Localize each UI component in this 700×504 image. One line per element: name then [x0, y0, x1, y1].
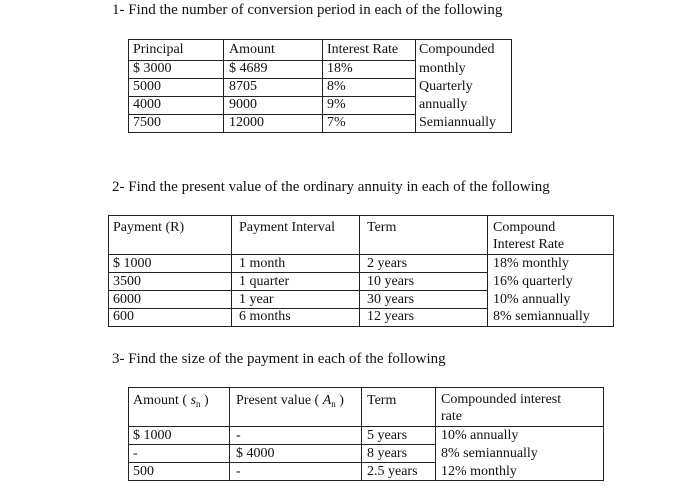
table-2-cell: 30 years	[367, 292, 415, 307]
table-2-header-payment: Payment (R)	[113, 220, 185, 235]
table-2-cell: 1 quarter	[239, 274, 290, 289]
table-3-cell: 8% semiannually	[441, 446, 538, 461]
table-1-cell: 9%	[327, 97, 346, 112]
table-2	[108, 215, 614, 327]
table-2-cell: 6000	[113, 292, 141, 307]
question-1-title: 1- Find the number of conversion period in each of the following	[112, 2, 503, 18]
table-2-header-interest-rate: Interest Rate	[493, 237, 565, 252]
table-2-cell: 10 years	[367, 274, 415, 289]
table-2-cell: 1 year	[239, 292, 274, 307]
table-1-cell: monthly	[419, 61, 466, 76]
table-1-cell: 18%	[327, 61, 353, 76]
table-3	[128, 387, 604, 481]
table-2-cell: 600	[113, 309, 134, 324]
table-3-cell: 8 years	[367, 446, 408, 461]
table-2-cell: 8% semiannually	[493, 309, 590, 324]
table-2-cell: 1 month	[239, 256, 286, 271]
table-1-header-amount: Amount	[229, 42, 275, 57]
table-1-cell: 9000	[229, 97, 257, 112]
table-1	[128, 39, 512, 133]
table-1-cell: $ 4689	[229, 61, 268, 76]
table-3-cell: 10% annually	[441, 428, 519, 443]
table-1-cell: annually	[419, 97, 468, 112]
table-2-cell: 10% annually	[493, 292, 571, 307]
table-3-cell: -	[236, 464, 241, 479]
table-1-cell: Quarterly	[419, 79, 473, 94]
table-1-cell: 5000	[133, 79, 161, 94]
table-2-cell: $ 1000	[113, 256, 152, 271]
table-3-cell: -	[133, 446, 138, 461]
table-1-cell: $ 3000	[133, 61, 172, 76]
table-1-cell: 7%	[327, 115, 346, 130]
table-3-cell: $ 4000	[236, 446, 275, 461]
table-3-cell: 500	[133, 464, 154, 479]
table-3-header-term: Term	[367, 393, 397, 408]
table-1-cell: 7500	[133, 115, 161, 130]
table-2-cell: 18% monthly	[493, 256, 569, 271]
table-1-cell: Semiannually	[419, 115, 496, 130]
table-3-header-rate: Compounded interest	[441, 392, 562, 407]
table-2-cell: 6 months	[239, 309, 291, 324]
table-2-cell: 3500	[113, 274, 141, 289]
table-1-header-compounded: Compounded	[419, 42, 495, 57]
table-3-header-rate-line2: rate	[441, 409, 462, 424]
table-1-header-principal: Principal	[133, 42, 184, 57]
table-2-cell: 2 years	[367, 256, 408, 271]
table-3-cell: 5 years	[367, 428, 408, 443]
question-3-title: 3- Find the size of the payment in each of the following	[112, 351, 446, 367]
table-3-cell: $ 1000	[133, 428, 172, 443]
table-1-cell: 8705	[229, 79, 257, 94]
table-1-header-interest-rate: Interest Rate	[327, 42, 399, 57]
table-3-cell: -	[236, 428, 241, 443]
table-2-header-payment-interval: Payment Interval	[239, 220, 336, 235]
table-2-cell: 16% quarterly	[493, 274, 573, 289]
table-2-header-compound: Compound	[493, 220, 556, 235]
table-3-header-present-value: Present value ( $A_n$ )	[236, 393, 344, 409]
table-2-header-term: Term	[367, 220, 397, 235]
table-1-cell: 12000	[229, 115, 264, 130]
table-1-cell: 4000	[133, 97, 161, 112]
table-2-cell: 12 years	[367, 309, 415, 324]
table-3-header-amount: Amount ( $s_n$ )	[133, 393, 209, 409]
table-3-cell: 2.5 years	[367, 464, 418, 479]
table-1-cell: 8%	[327, 79, 346, 94]
table-3-cell: 12% monthly	[441, 464, 517, 479]
question-2-title: 2- Find the present value of the ordinary annuity in each of the following	[112, 179, 550, 195]
